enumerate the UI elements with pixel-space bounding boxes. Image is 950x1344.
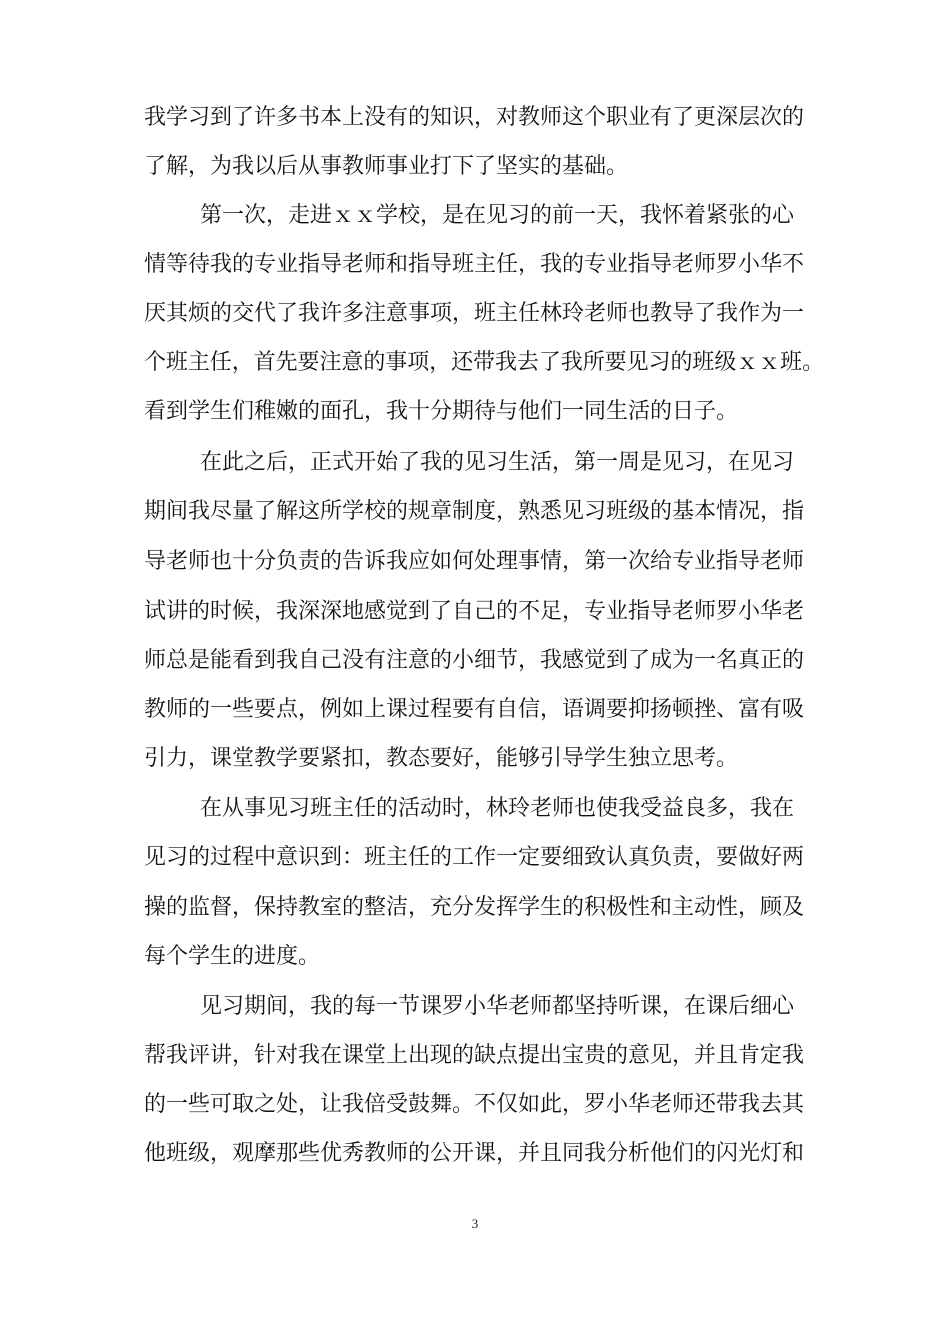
text-line: 师总是能看到我自己没有注意的小细节，我感觉到了成为一名真正的 (144, 648, 805, 673)
text-line: 我学习到了许多书本上没有的知识，对教师这个职业有了更深层次的 (144, 105, 805, 130)
text-line: 他班级，观摩那些优秀教师的公开课，并且同我分析他们的闪光灯和 (144, 1141, 805, 1166)
paragraph-first-line: 第一次，走进ｘｘ学校，是在见习的前一天，我怀着紧张的心 (200, 203, 795, 228)
text-line: 见习的过程中意识到：班主任的工作一定要细致认真负责，要做好两 (144, 845, 805, 870)
text-line: 的一些可取之处，让我倍受鼓舞。不仅如此，罗小华老师还带我去其 (144, 1092, 805, 1117)
text-line: 教师的一些要点，例如上课过程要有自信，语调要抑扬顿挫、富有吸 (144, 697, 805, 722)
text-line: 操的监督，保持教室的整洁，充分发挥学生的积极性和主动性，顾及 (144, 895, 805, 920)
text-line: 厌其烦的交代了我许多注意事项，班主任林玲老师也教导了我作为一 (144, 301, 805, 326)
text-line: 帮我评讲，针对我在课堂上出现的缺点提出宝贵的意见，并且肯定我 (144, 1043, 805, 1068)
text-line: 期间我尽量了解这所学校的规章制度，熟悉见习班级的基本情况，指 (144, 499, 805, 524)
text-line: 试讲的时候，我深深地感觉到了自己的不足，专业指导老师罗小华老 (144, 599, 805, 624)
text-line: 情等待我的专业指导老师和指导班主任，我的专业指导老师罗小华不 (144, 252, 805, 277)
text-line: 导老师也十分负责的告诉我应如何处理事情，第一次给专业指导老师 (144, 549, 805, 574)
paragraph-first-line: 见习期间，我的每一节课罗小华老师都坚持听课，在课后细心 (200, 994, 795, 1019)
text-line: 每个学生的进度。 (144, 944, 321, 969)
text-line: 看到学生们稚嫩的面孔，我十分期待与他们一同生活的日子。 (144, 399, 739, 424)
paragraph-first-line: 在从事见习班主任的活动时，林玲老师也使我受益良多，我在 (200, 796, 795, 821)
page-number: 3 (471, 1216, 479, 1231)
text-line: 了解，为我以后从事教师事业打下了坚实的基础。 (144, 154, 629, 179)
paragraph-first-line: 在此之后，正式开始了我的见习生活，第一周是见习，在见习 (200, 450, 795, 475)
text-line: 个班主任，首先要注意的事项，还带我去了我所要见习的班级ｘｘ班。 (144, 350, 825, 375)
text-line: 引力，课堂教学要紧扣，教态要好，能够引导学生独立思考。 (144, 746, 739, 771)
